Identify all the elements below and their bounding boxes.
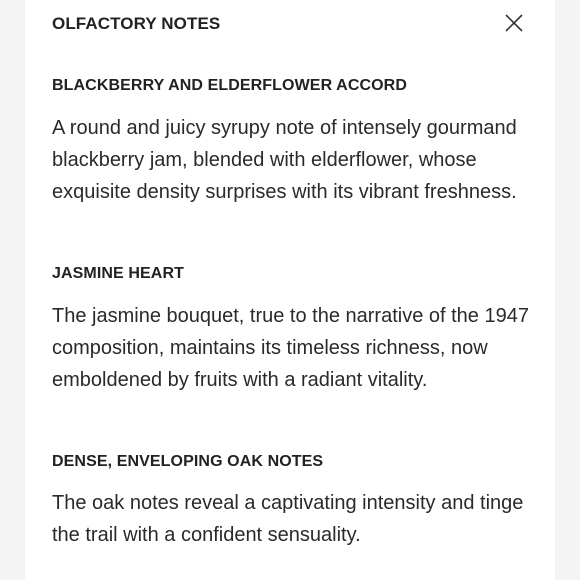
section-body-blackberry: A round and juicy syrupy note of intensely gourmand blackberry jam, blended with elderflower, whose exquisite density surprises with its vibrant freshness. [52, 117, 517, 203]
close-button[interactable] [503, 12, 525, 34]
olfactory-notes-panel [25, 0, 555, 580]
section-heading-oak: DENSE, ENVELOPING OAK NOTES [52, 453, 324, 470]
panel-title: OLFACTORY NOTES [52, 14, 221, 33]
close-icon [503, 12, 525, 34]
section-body-jasmine: The jasmine bouquet, true to the narrative of the 1947 composition, maintains its timeless richness, now emboldened by fruits with a radiant vitality. [52, 305, 529, 391]
section-heading-blackberry: BLACKBERRY AND ELDERFLOWER ACCORD [52, 77, 407, 94]
section-body-oak: The oak notes reveal a captivating intensity and tinge the trail with a confident sensuality. [52, 492, 524, 546]
section-heading-jasmine: JASMINE HEART [52, 265, 184, 282]
